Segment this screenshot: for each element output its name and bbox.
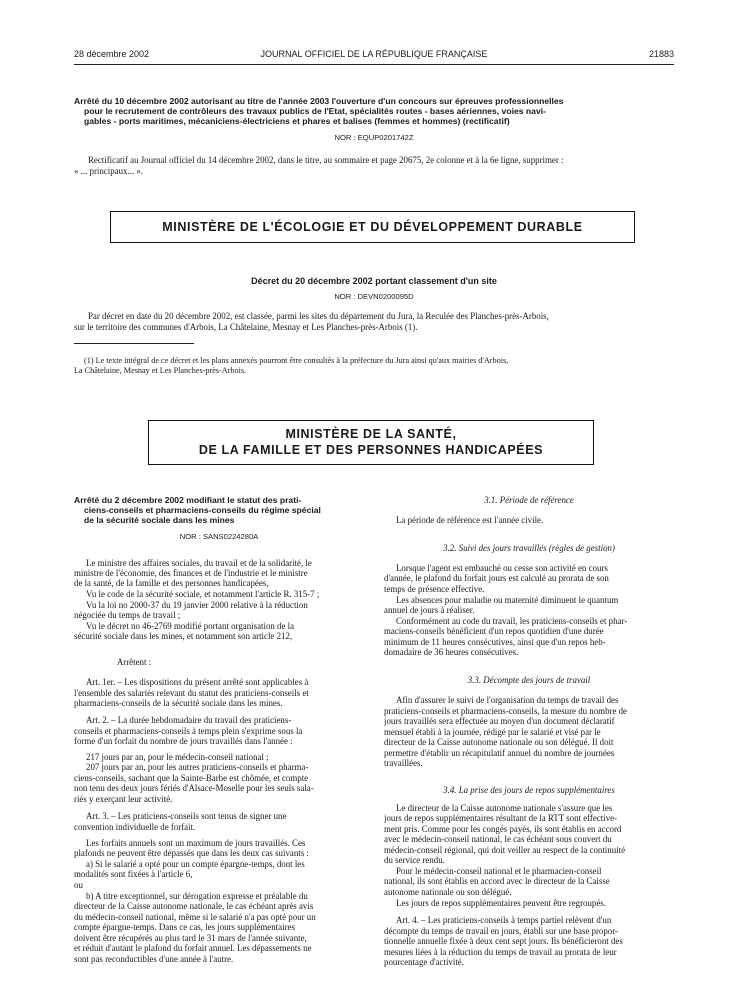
- body-line: Lorsque l'agent est embauché ou cesse son activité en cours: [396, 563, 608, 573]
- body-line: directeur de la Caisse autonome nationale, le cas échéant après avis: [74, 901, 314, 911]
- body-line: forme d'un forfait du nombre de jours travaillés dans l'année :: [74, 736, 293, 746]
- body-line: conseils et pharmaciens-conseils à temps plein s'exprime sous la: [74, 726, 303, 736]
- body-line: pourcentage d'activité.: [384, 957, 464, 967]
- body-line: ministre de l'économie, des finances et de l'industrie et le ministre: [74, 568, 308, 578]
- body-line: doivent être récupérés au plus tard le 31 mars de l'année suivante,: [74, 933, 307, 943]
- body-line: La période de référence est l'année civile.: [396, 515, 544, 525]
- header-date: 28 décembre 2002: [74, 49, 150, 59]
- body-line: de la santé, de la famille et des personnes handicapées,: [74, 578, 269, 588]
- body-line: minimum de 11 heures consécutives, ainsi que d'un repos heb-: [384, 637, 606, 647]
- ministry-ecology-title: MINISTÈRE DE L'ÉCOLOGIE ET DU DÉVELOPPEMENT DURABLE: [162, 220, 583, 234]
- arrete-2-title-line: de la sécurité sociale dans les mines: [84, 515, 235, 525]
- body-line: jours de repos supplémentaires résultant de la RTT sont effective-: [384, 813, 618, 823]
- body-line: pharmaciens-conseils de la sécurité sociale dans les mines.: [74, 698, 283, 708]
- body-line: modalités sont fixées à l'article 6,: [74, 869, 193, 879]
- body-line: Vu la loi no 2000-37 du 19 janvier 2000 relative à la réduction: [86, 600, 308, 610]
- decret-text-line: sur le territoire des communes d'Arbois, La Châtelaine, Mesnay et Les Planches-près-Arbois (1).: [74, 322, 418, 332]
- body-line: du service rendu.: [384, 855, 445, 865]
- arrete-1-nor: NOR : EQUP0201742Z: [334, 133, 414, 142]
- arretent-line: Arrêtent :: [116, 657, 152, 667]
- ministry-ecology-box: [110, 211, 635, 243]
- body-line: avec le médecin-conseil national, le cas échéant sous couvert du: [384, 834, 612, 844]
- body-line: et réduit d'autant le plafond du forfait annuel. Les dépassements ne: [74, 943, 312, 953]
- body-line: tionnelle annuelle fixée à deux cent sept jours. Ils bénéficieront des: [384, 936, 623, 946]
- body-line: Les forfaits annuels sont un maximum de jours travaillés. Ces: [86, 838, 306, 848]
- ministry-health-line2: DE LA FAMILLE ET DES PERSONNES HANDICAPÉES: [198, 443, 544, 457]
- arrete-1-title-line: Arrêté du 10 décembre 2002 autorisant au titre de l'année 2003 l'ouverture d'un concours sur épreuves professionnelles: [74, 96, 564, 106]
- body-line: Vu le code de la sécurité sociale, et notamment l'article R. 315-7 ;: [86, 589, 320, 599]
- body-line: plafonds ne peuvent être dépassés que dans les deux cas suivants :: [74, 848, 309, 858]
- body-line: mesures liées à la réduction du temps de travail au prorata de leur: [384, 947, 617, 957]
- footnote-rule: [74, 343, 194, 344]
- body-line: du médecin-conseil national, même si le salarié n'a pas opté pour un: [74, 912, 316, 922]
- body-line: national, ils sont établis en accord avec le directeur de la Caisse: [384, 876, 610, 886]
- decret-footnote-line: La Châtelaine, Mesnay et Les Planches-près-Arbois.: [74, 366, 247, 375]
- body-line: sécurité sociale dans les mines, et notamment son article 212,: [74, 631, 293, 641]
- body-line: Les jours de repos supplémentaires peuvent être regroupés.: [396, 898, 606, 908]
- body-line: ou: [74, 880, 83, 890]
- journal-title: JOURNAL OFFICIEL DE LA RÉPUBLIQUE FRANÇAISE: [260, 49, 488, 59]
- running-header: [74, 49, 674, 63]
- body-line: Le ministre des affaires sociales, du travail et de la solidarité, le: [86, 558, 312, 568]
- body-line: annuel de jours à réaliser.: [384, 605, 475, 615]
- article-4-line: Art. 4. – Les praticiens-conseils à temps partiel relèvent d'un: [396, 915, 612, 925]
- body-line: riés y exerçant leur activité.: [74, 794, 173, 804]
- body-line: directeur de la Caisse autonome nationale ou son délégué. Il doit: [384, 737, 614, 747]
- body-line: travaillées.: [384, 758, 423, 768]
- body-line: praticiens-conseils et pharmaciens-conseils, la mesure du nombre de: [384, 706, 627, 716]
- section-heading-3-2: 3.2. Suivi des jours travaillés (règles de gestion): [443, 543, 615, 553]
- body-line: Vu le décret no 46-2769 modifié portant organisation de la: [86, 621, 295, 631]
- body-line: 217 jours par an, pour le médecin-conseil national ;: [86, 752, 269, 762]
- body-line: compte épargne-temps. Dans ce cas, les jours supplémentaires: [74, 922, 295, 932]
- body-line: permettre d'établir un récapitulatif annuel du nombre de journées: [384, 748, 615, 758]
- body-line: décompte du temps de travail en jours, établi sur une base propor-: [384, 926, 618, 936]
- article-3-line: Art. 3. – Les praticiens-conseils sont tenus de signer une: [86, 811, 287, 821]
- body-line: négociée du temps de travail ;: [74, 610, 181, 620]
- article-1-line: Art. 1er. – Les dispositions du présent arrêté sont applicables à: [86, 677, 309, 687]
- body-line: a) Si le salarié a opté pour un compte épargne-temps, dont les: [86, 859, 305, 869]
- arrete-2-title-line: ciens-conseils et pharmaciens-conseils du régime spécial: [84, 505, 321, 515]
- body-line: maciens-conseils bénéficient d'un repos quotidien d'une durée: [384, 626, 604, 636]
- decret-footnote-line: (1) Le texte intégral de ce décret et les plans annexés pourront être consultés à la préfecture du Jura ainsi qu'aux mairies d'Arbois,: [84, 356, 509, 365]
- body-line: autonome nationale ou son délégué.: [384, 887, 512, 897]
- body-line: Le directeur de la Caisse autonome nationale s'assure que les: [396, 803, 613, 813]
- body-line: médecin-conseil régional, qui doit veiller au respect de la continuité: [384, 845, 626, 855]
- body-line: Conformément au code du travail, les praticiens-conseils et phar-: [396, 616, 628, 626]
- page-number: 21883: [648, 49, 674, 59]
- decret-nor: NOR : DEVN0200095D: [334, 292, 414, 301]
- section-heading-3-3: 3.3. Décompte des jours de travail: [467, 675, 591, 685]
- section-heading-3-1: 3.1. Période de référence: [484, 495, 574, 505]
- decret-text-line: Par décret en date du 20 décembre 2002, est classée, parmi les sites du département du Jura, la Reculée des Planches-près-Arbois,: [88, 311, 549, 321]
- body-line: sont pas reconductibles d'une année à l'autre.: [74, 954, 234, 964]
- body-line: 207 jours par an, pour les autres praticiens-conseils et pharma-: [86, 762, 309, 772]
- body-line: ciens-conseils, sachant que la Sainte-Barbe est chômée, et compte: [74, 773, 309, 783]
- arrete-1-title-line: pour le recrutement de contrôleurs des travaux publics de l'Etat, spécialités routes - bases aériennes, voies navi-: [84, 106, 546, 116]
- header-rule: [74, 64, 674, 65]
- body-line: b) A titre exceptionnel, sur dérogation expresse et préalable du: [86, 891, 308, 901]
- arrete-2-title-line: Arrêté du 2 décembre 2002 modifiant le statut des prati-: [74, 495, 302, 505]
- body-line: mensuel établi à la journée, rédigé par le salarié et visé par le: [384, 727, 601, 737]
- body-line: domadaire de 36 heures consécutives.: [384, 647, 519, 657]
- body-line: ment pris. Comme pour les congés payés, ils sont établis en accord: [384, 824, 622, 834]
- decret-title: Décret du 20 décembre 2002 portant classement d'un site: [251, 276, 497, 286]
- ministry-health-box: [148, 420, 594, 465]
- arrete-1-text-line: « ... principaux... ».: [74, 166, 144, 176]
- body-line: Les absences pour maladie ou maternité diminuent le quantum: [396, 595, 619, 605]
- arrete-1-title-line: gables - ports maritimes, mécaniciens-électriciens et phares et balises (femmes et hommes) (rectificatif): [84, 116, 510, 126]
- article-2-line: Art. 2. – La durée hebdomadaire du travail des praticiens-: [86, 715, 292, 725]
- body-line: d'année, le plafond du forfait jours est calculé au prorata de son: [384, 573, 609, 583]
- body-line: non tenu des deux jours fériés d'Alsace-Moselle pour les seuls sala-: [74, 783, 314, 793]
- body-line: Afin d'assurer le suivi de l'organisation du temps de travail des: [396, 695, 619, 705]
- body-line: jours travaillés sera effectuée au moyen d'un document déclaratif: [384, 716, 615, 726]
- arrete-2-nor: NOR : SANS0224280A: [179, 532, 259, 541]
- body-line: Pour le médecin-conseil national et le pharmacien-conseil: [396, 866, 602, 876]
- arrete-1-text-line: Rectificatif au Journal officiel du 14 décembre 2002, dans le titre, au sommaire et page 20675, 2e colonne et à la 6e ligne, supprimer :: [88, 155, 564, 165]
- section-heading-3-4: 3.4. La prise des jours de repos supplémentaires: [443, 785, 615, 795]
- body-line: temps de présence effective.: [384, 584, 485, 594]
- body-line: l'ensemble des salariés relevant du statut des praticiens-conseils et: [74, 688, 309, 698]
- ministry-health-line1: MINISTÈRE DE LA SANTÉ,: [285, 427, 457, 441]
- body-line: convention individuelle de forfait.: [74, 822, 196, 832]
